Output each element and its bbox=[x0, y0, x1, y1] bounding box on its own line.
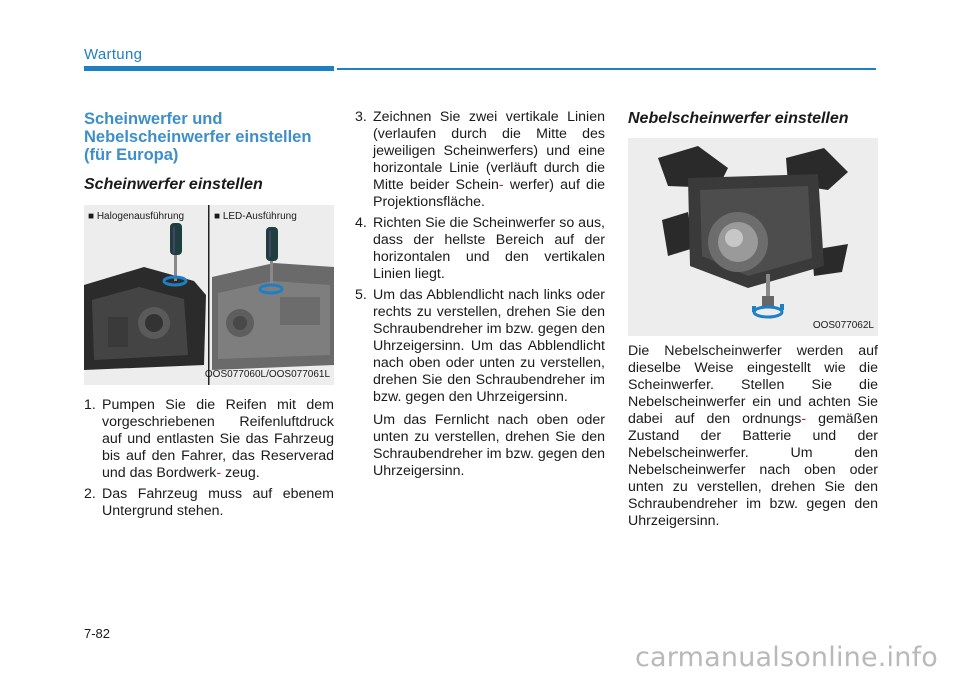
steps-list-2 bbox=[355, 109, 605, 406]
subtitle-headlamp: Scheinwerfer einstellen bbox=[84, 176, 263, 193]
list-item: 2. Das Fahrzeug muss auf ebenem Untergrund stehen. bbox=[84, 486, 334, 519]
figure-code: OOS077060L/OOS077061L bbox=[204, 369, 330, 380]
fog-lamp-figure bbox=[628, 138, 878, 336]
list-item: 1. Pumpen Sie die Reifen mit dem vorgeschriebenen Reifenluftdruck auf und entlasten Sie das Fahrzeug bis auf den Fahrer, das Reserverad und das Bordwerk- zeug. bbox=[84, 397, 334, 481]
list-item: 5. Um das Abblendlicht nach links oder rechts zu verstellen, drehen Sie den Schraubendreher im bzw. gegen den Uhrzeigersinn. Um das Abblendlicht nach oben oder unten zu verstellen, drehen Sie den Schraubendreher im bzw. gegen den Uhrzeigersinn. bbox=[355, 287, 605, 405]
page-number: 7-82 bbox=[84, 626, 111, 641]
header-bar-thin bbox=[337, 68, 876, 70]
figure-code: OOS077062L bbox=[812, 320, 874, 331]
headlamp-illustration bbox=[84, 205, 334, 385]
legend-halogen: ■ Halogenausführung bbox=[88, 211, 185, 222]
header-bar-thick bbox=[84, 66, 334, 71]
section-title: Scheinwerfer und Nebelscheinwerfer einstellen (für Europa) bbox=[84, 110, 312, 164]
high-beam-note: Um das Fernlicht nach oben oder unten zu verstellen, drehen Sie den Schraubendreher im bzw. gegen den Uhrzeigersinn. bbox=[373, 412, 605, 479]
legend-led: ■ LED-Ausführung bbox=[214, 211, 297, 222]
watermark: carmanualsonline.info bbox=[635, 642, 938, 673]
list-item: 3. Zeichnen Sie zwei vertikale Linien (verlaufen durch die Mitte des jeweiligen Scheinwerfers) und eine horizontale Linie (verläuft durch die Mitte beider Schein- werfer) auf die Projektionsfläche. bbox=[355, 109, 605, 210]
steps-list-1 bbox=[84, 397, 334, 520]
column-2 bbox=[355, 109, 605, 480]
header-section-label: Wartung bbox=[84, 46, 143, 63]
subtitle-fog-lamp: Nebelscheinwerfer einstellen bbox=[628, 110, 849, 127]
headlamp-figure bbox=[84, 205, 334, 385]
column-1 bbox=[84, 110, 334, 520]
fog-lamp-illustration bbox=[628, 138, 878, 336]
list-item: 4. Richten Sie die Scheinwerfer so aus, dass der hellste Bereich auf der horizontalen und den vertikalen Linien liegt. bbox=[355, 215, 605, 282]
fog-lamp-paragraph: Die Nebelscheinwerfer werden auf dieselbe Weise eingestellt wie die Scheinwerfer. Stellen Sie die Nebelscheinwerfer ein und achten Sie dabei auf den ordnungs- gemäßen Zustand der Batterie und der Nebelscheinwerfer. Um den Nebelscheinwerfer nach oben oder unten zu verstellen, drehen Sie den Schraubendreher im bzw. gegen den Uhrzeigersinn. bbox=[628, 343, 878, 529]
column-3 bbox=[628, 110, 878, 530]
